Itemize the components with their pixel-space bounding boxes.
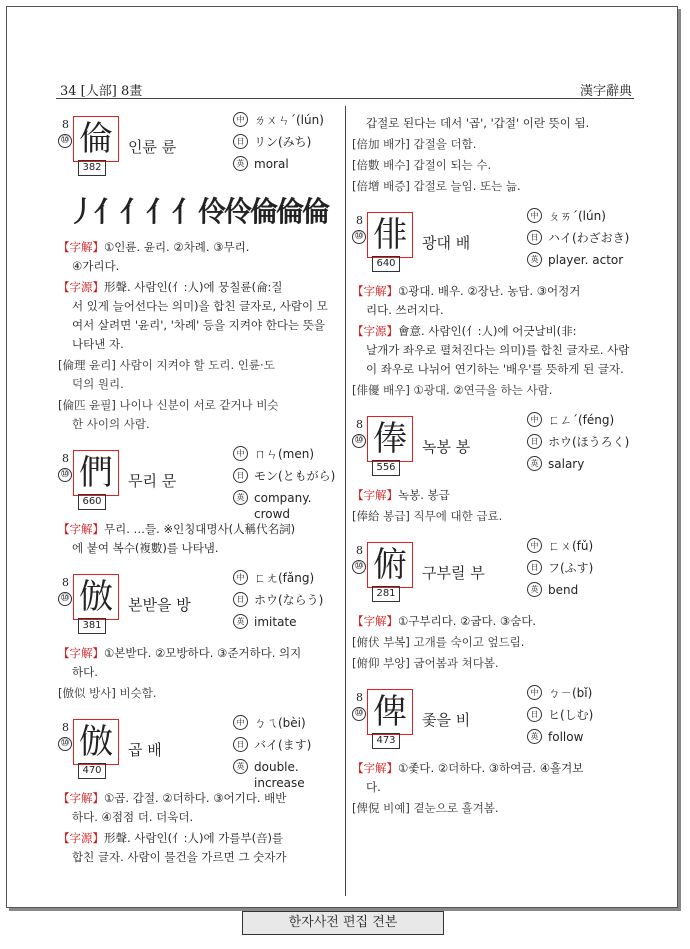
hanja-character: 俯 [367,542,413,588]
reading-row [233,446,335,468]
reading-mark: 英 [233,490,248,505]
entry-meaning: 인륜 륜 [128,138,177,156]
zi-yuan: 【字源】會意. 사람인(亻:人)에 어긋날비(非: 날개가 좌우로 펼쳐진다는 의미)를 합친 글자로. 사람이 좌우로 나뉘어 연기하는 '배우'를 뜻하게 된 글자. [352,322,634,379]
section-tag: 【字源】 [352,324,398,338]
reading-value: bend [548,583,579,597]
reading-row [233,156,324,178]
zi-jie: 【字解】①구부리다. ②굽다. ③숨다. [352,614,537,628]
zi-jie-cont: 다. [366,780,381,794]
spacer [352,820,634,830]
spacer [58,705,338,715]
entry-meaning: 곱 배 [128,741,162,759]
stroke-count: 8 [62,721,69,734]
column-divider [345,106,346,896]
zi-yuan-cont: 날개가 좌우로 펼쳐진다는 의미)를 합친 글자로. 사람이 좌우로 나뉘어 연기하는 '배우'를 뜻하게 된 글자. [366,343,630,376]
reading-mark: 日 [527,707,542,722]
hanja-character: 俾 [367,689,413,735]
total-stroke-mark: ⑩ [352,560,366,574]
zi-jie-cont: 리다. 쓰러지다. [366,303,444,317]
reading-value: ホウ(ほうろく) [548,435,630,449]
dictionary-entry [58,715,338,879]
total-stroke-mark: ⑩ [352,434,366,448]
reading-mark: 日 [233,134,248,149]
reading-row [233,592,323,614]
reading-row [527,230,629,252]
reading-value: フ(ふす) [548,561,594,575]
reading-value: ㄅㄟ(bèi) [254,716,306,730]
reading-mark: 日 [527,434,542,449]
reading-mark: 日 [233,468,248,483]
reading-row [233,134,324,156]
footer-label: 한자사전 편집 견본 [242,911,444,935]
reading-mark: 中 [233,446,248,461]
reading-row [527,538,593,560]
zi-jie: 【字解】①좇다. ②더하다. ③하여금. ④흘겨보 다. [352,759,634,797]
total-stroke-mark: ⑩ [58,592,72,606]
spacer [352,675,634,685]
section-tag: 【字源】 [58,831,104,845]
zi-jie-cont: 하다. ④점점 더. 더욱더. [72,810,194,824]
reading-value: ㄆㄞˊ(lún) [548,209,606,223]
reading-mark: 中 [527,685,542,700]
spacer [58,436,338,446]
reading-row [233,715,311,737]
stroke-count: 8 [62,118,69,131]
total-stroke-mark: ⑩ [58,468,72,482]
entry-meaning: 광대 배 [422,234,471,252]
zi-jie: 【字解】①인륜. 윤리. ②차례. ③무리. ④가리다. [58,238,338,276]
section-tag: 【字解】 [352,488,398,502]
compound-word: [倫匹 윤필] 나이나 신분이 서로 같거나 비슷 한 사이의 사람. [58,396,338,434]
zi-jie-cont: ④가리다. [72,259,120,273]
entry-code: 382 [78,160,106,176]
compound-word: [俯仰 부앙] 굽어봄과 쳐다봄. [352,656,499,670]
entry-head [352,208,634,280]
reading-row [527,560,593,582]
zi-jie: 【字解】녹봉. 봉급 [352,488,450,502]
total-stroke-mark: ⑩ [58,737,72,751]
compound-word: [倍加 배가] 갑절을 더함. [352,137,477,151]
entry-code: 470 [78,763,106,779]
reading-mark: 中 [233,570,248,585]
reading-value: imitate [254,615,297,629]
entry-meaning: 구부릴 부 [422,564,485,582]
reading-mark: 日 [527,230,542,245]
dictionary-entry [352,412,634,538]
compound-word: [倍增 배증] 갑절로 늘임. 또는 늚. [352,179,521,193]
reading-value: player. actor [548,253,624,267]
zi-jie-cont: 하다. [72,665,98,679]
entry-code: 281 [372,586,400,602]
reading-value: ㄈㄥˊ(féng) [548,413,615,427]
zi-yuan: 【字源】形聲. 사람인(亻:人)에 가를부(咅)를 합친 글자. 사람이 물건을 가르면 그 숫자가 [58,829,338,867]
reading-value: follow [548,730,584,744]
page-header [56,76,634,99]
total-stroke-mark: ⑩ [352,230,366,244]
reading-value: ハイ(わざおき) [548,231,630,245]
reading-value: ヒ(しむ) [548,708,594,722]
readings [233,446,336,521]
zi-jie-cont: 에 붙여 복수(複數)를 나타냄. [72,541,219,555]
right-column [352,112,634,830]
entry-head [58,715,338,790]
reading-row [233,614,323,636]
reading-mark: 英 [527,252,542,267]
compound-word: [倣似 방사] 비슷함. [58,686,157,700]
entry-meaning: 무리 문 [128,472,177,490]
spacer [352,528,634,538]
reading-row [233,112,324,134]
reading-row [233,759,311,790]
entry-head [58,446,338,521]
continued-text: 갑절로 된다는 데서 '곱', '갑절' 이란 뜻이 됨. [366,116,590,130]
reading-row [527,456,629,478]
stroke-count: 8 [356,544,363,557]
readings [233,112,324,178]
reading-row [527,252,629,274]
section-tag: 【字解】 [58,791,104,805]
compound-word-cont: 덕의 원리. [72,377,124,391]
entry-code: 473 [372,733,400,749]
hanja-character: 俸 [367,416,413,462]
reading-mark: 中 [233,112,248,127]
hanja-character: 倣 [73,574,119,620]
compound-word: [俳優 배우] ①광대. ②연극을 하는 사람. [352,383,553,397]
readings [233,715,312,790]
entry-code: 381 [78,618,106,634]
compound-word: [俾倪 비예] 곁눈으로 흘겨봄. [352,801,499,815]
reading-mark: 英 [527,729,542,744]
entry-head [58,570,338,642]
reading-value: ㄈㄨ(fǔ) [548,539,594,553]
reading-mark: 中 [527,412,542,427]
reading-value: ㄈㄤ(fǎng) [254,571,315,585]
entry-head [352,685,634,757]
reading-value: company. crowd [254,491,312,521]
compound-word: [俯伏 부복] 고개를 숙이고 엎드림. [352,635,525,649]
dictionary-entry [58,570,338,715]
reading-mark: 英 [233,759,248,774]
reading-row [233,468,335,490]
entry-head [352,538,634,610]
dictionary-name: 漢字辭典 [579,84,632,99]
reading-value: ㄇㄣ(men) [254,447,315,461]
zi-yuan: 【字源】形聲. 사람인(亻:人)에 뭉칠륜(侖:질 서 있게 늘어선다는 의미)을 합친 글자로, 사람이 모여서 살려면 '윤리', '차례' 등을 지켜야 한다는 뜻을 나타낸 자. [58,278,338,354]
reading-value: ㄌㄨㄣˊ(lún) [254,113,324,127]
reading-value: moral [254,157,289,171]
entry-meaning: 본받을 방 [128,596,191,614]
readings [527,412,629,478]
reading-row [527,582,593,604]
readings [527,208,629,274]
reading-mark: 日 [233,592,248,607]
reading-row [233,737,311,759]
section-tag: 【字解】 [352,284,398,298]
reading-mark: 英 [233,614,248,629]
stroke-count: 8 [356,691,363,704]
dictionary-entry [58,112,338,446]
reading-row [527,412,629,434]
spacer [352,198,634,208]
entry-code: 660 [78,494,106,510]
reading-mark: 日 [233,737,248,752]
stroke-count: 8 [62,576,69,589]
left-column [58,112,338,879]
spacer [58,869,338,879]
entry-meaning: 녹봉 봉 [422,438,471,456]
reading-row [527,434,629,456]
hanja-character: 俳 [367,212,413,258]
reading-value: リン(みち) [254,135,312,149]
zi-jie: 【字解】무리. …들. ※인칭대명사(人稱代名詞) 에 붙여 복수(複數)를 나타냄. [58,520,338,558]
reading-value: double. increase [254,760,305,790]
zi-yuan-cont: 서 있게 늘어선다는 의미)을 합친 글자로, 사람이 모여서 살려면 '윤리', '차례' 등을 지켜야 한다는 뜻을 나타낸 자. [72,299,328,351]
reading-value: バイ(ます) [254,738,312,752]
spacer [58,560,338,570]
dictionary-entry [352,538,634,685]
reading-mark: 英 [527,582,542,597]
zi-jie: 【字解】①곱. 갑절. ②더하다. ③어기다. 배반 하다. ④점점 더. 더욱더. [58,789,338,827]
compound-word-cont: 한 사이의 사람. [72,417,150,431]
reading-mark: 英 [233,156,248,171]
readings [527,685,593,751]
entry-code: 640 [372,256,400,272]
entry-head [352,412,634,484]
readings [233,570,323,636]
reading-mark: 日 [527,560,542,575]
page-info: 34 [人部] 8畫 [60,84,143,99]
entry-meaning: 좇을 비 [422,711,471,729]
hanja-character: 們 [73,450,119,496]
reading-row [233,490,335,521]
dictionary-entry [352,685,634,830]
reading-row [527,208,629,230]
reading-value: salary [548,457,585,471]
section-tag: 【字解】 [352,614,398,628]
reading-value: モン(ともがら) [254,469,336,483]
dictionary-entry [352,208,634,412]
reading-value: ホウ(ならう) [254,593,324,607]
total-stroke-mark: ⑩ [352,707,366,721]
reading-value: ㄅㄧ(bǐ) [548,686,593,700]
compound-word: [倍數 배수] 갑절이 되는 수. [352,158,492,172]
dictionary-entry [58,446,338,570]
hanja-character: 倫 [73,116,119,162]
section-tag: 【字解】 [58,646,104,660]
reading-mark: 英 [527,456,542,471]
zi-yuan-cont: 합친 글자. 사람이 물건을 가르면 그 숫자가 [72,850,287,864]
zi-jie: 【字解】①광대. 배우. ②장난. 농담. ③어정거 리다. 쓰러지다. [352,282,634,320]
stroke-count: 8 [356,418,363,431]
total-stroke-mark: ⑩ [58,134,72,148]
compound-word: [俸給 봉급] 직무에 대한 급료. [352,509,503,523]
compound-word: [倫理 윤리] 사람이 지켜야 할 도리. 인륜·도 덕의 원리. [58,356,338,394]
zi-jie: 【字解】①본받다. ②모방하다. ③준거하다. 의지 하다. [58,644,338,682]
reading-mark: 中 [527,538,542,553]
reading-mark: 中 [233,715,248,730]
reading-row [233,570,323,592]
section-tag: 【字解】 [58,240,104,254]
stroke-count: 8 [356,214,363,227]
reading-row [527,685,593,707]
hanja-character: 倣 [73,719,119,765]
entry-head [58,112,338,184]
reading-row [527,707,593,729]
reading-mark: 中 [527,208,542,223]
readings [527,538,593,604]
stroke-order: 丿亻亻亻亻伶伶倫倫倫 [68,195,329,228]
section-tag: 【字解】 [352,761,398,775]
section-tag: 【字源】 [58,280,104,294]
reading-row [527,729,593,751]
section-tag: 【字解】 [58,522,104,536]
entry-code: 556 [372,460,400,476]
stroke-count: 8 [62,452,69,465]
spacer [352,402,634,412]
